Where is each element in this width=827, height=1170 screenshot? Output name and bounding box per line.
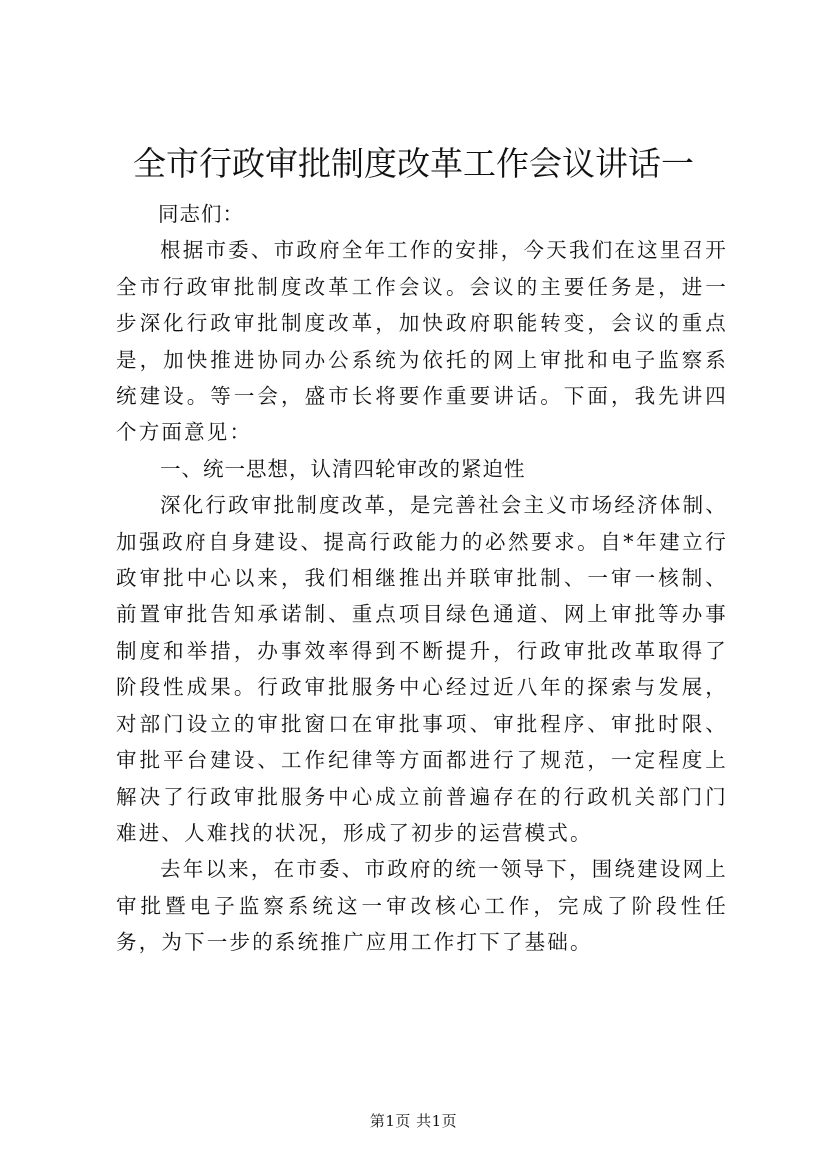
document-body <box>116 196 728 961</box>
paragraph-reform: 深化行政审批制度改革，是完善社会主义市场经济体制、加强政府自身建设、提高行政能力的必然要求。自*年建立行政审批中心以来，我们相继推出并联审批制、一审一核制、前置审批告知承诺制、重点项目绿色通道、网上审批等办事制度和举措，办事效率得到不断提升，行政审批改革取得了阶段性成果。行政审批服务中心经过近八年的探索与发展，对部门设立的审批窗口在审批事项、审批程序、审批时限、审批平台建设、工作纪律等方面都进行了规范，一定程度上解决了行政审批服务中心成立前普遍存在的行政机关部门门难进、人难找的状况，形成了初步的运营模式。 <box>116 493 728 845</box>
paragraph-intro: 根据市委、市政府全年工作的安排，今天我们在这里召开全市行政审批制度改革工作会议。会议的主要任务是，进一步深化行政审批制度改革，加快政府职能转变，会议的重点是，加快推进协同办公系统为依托的网上审批和电子监察系统建设。等一会，盛市长将要作重要讲话。下面，我先讲四个方面意见： <box>116 238 728 445</box>
document-title: 全市行政审批制度改革工作会议讲话一 <box>133 144 694 183</box>
page-footer: 第1页 共1页 <box>369 1112 458 1130</box>
section-heading-1: 一、统一思想，认清四轮审改的紧迫性 <box>160 456 526 481</box>
paragraph-last-year: 去年以来，在市委、市政府的统一领导下，围绕建设网上审批暨电子监察系统这一审改核心工作，完成了阶段性任务，为下一步的系统推广应用工作打下了基础。 <box>116 857 728 955</box>
greeting: 同志们： <box>158 202 244 226</box>
